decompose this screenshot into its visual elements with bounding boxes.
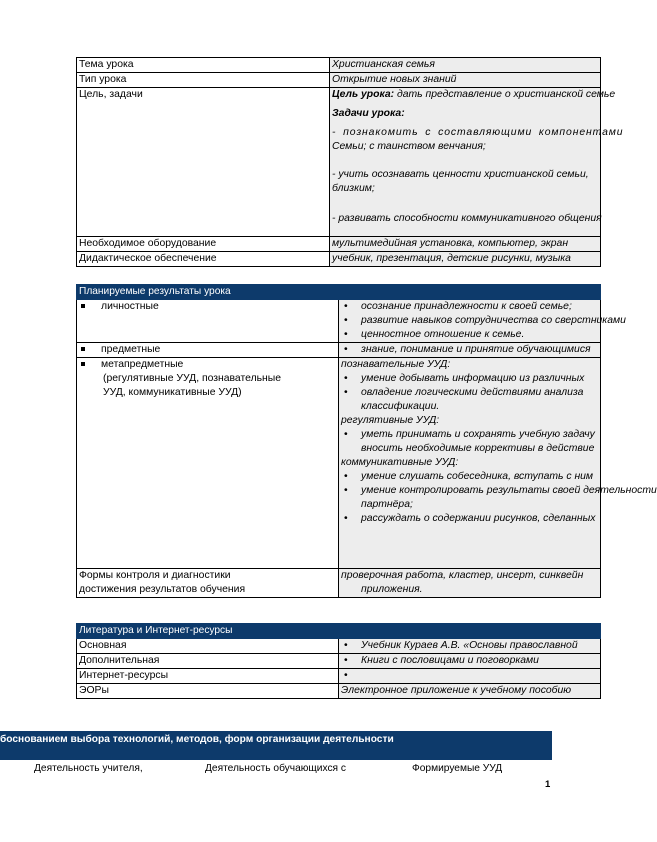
meta-subtitle: познавательные УУД: xyxy=(341,359,451,370)
banner-text: боснованием выбора технологий, методов, форм организации деятельности xyxy=(0,734,394,745)
row-value: Христианская семья xyxy=(330,58,601,73)
table-row xyxy=(77,343,601,358)
list-item: • ценностное отношение к семье. xyxy=(344,329,525,340)
literature-table xyxy=(76,623,601,699)
row-label: Дополнительная xyxy=(77,654,339,669)
row-label: Формы контроля и диагностики достижения результатов обучения xyxy=(77,569,339,598)
row-value: • Книги с пословицами и поговорками xyxy=(339,654,601,669)
personal-list xyxy=(339,300,626,343)
square-bullet-icon xyxy=(81,347,85,351)
results-table xyxy=(76,284,657,598)
lesson-info-table xyxy=(76,57,624,267)
list-item: • рассуждать о содержании рисунков, сделанных xyxy=(344,513,596,524)
row-value: Открытие новых знаний xyxy=(330,73,601,88)
table-row xyxy=(77,58,601,73)
list-item: • умение слушать собеседника, вступать с ним xyxy=(344,471,594,482)
students-column-heading: Деятельность обучающихся с xyxy=(205,763,346,774)
table-row xyxy=(77,358,601,569)
goal-title: Цель урока: xyxy=(332,89,395,100)
table-row xyxy=(77,654,601,669)
table-row xyxy=(77,237,601,252)
row-value: Электронное приложение к учебному пособию xyxy=(339,684,601,699)
list-item: • осознание принадлежности к своей семье; xyxy=(344,301,572,312)
meta-list: познавательные УУД: • умение добывать информацию из различных • овладение логическими действиями анализа классификации. регулятивные УУД: • уметь принимать и сохранять учебную задачу вносить необходимые коррективы в действие коммуникативные УУД: • умение слушать собеседника, вступать с ним • умение контролировать результаты своей деятельности партнёра; • рассуждать о содержании рисунков, сделанных xyxy=(339,358,601,569)
goals-cell xyxy=(330,88,624,237)
literature-header xyxy=(77,624,601,639)
goal-text: дать представление о христианской семье xyxy=(394,89,616,100)
row-value: учебник, презентация, детские рисунки, музыка xyxy=(330,252,601,267)
table-row xyxy=(77,73,601,88)
row-label: Необходимое оборудование xyxy=(77,237,330,252)
subject-list xyxy=(339,343,601,358)
row-label: Дидактическое обеспечение xyxy=(77,252,330,267)
table-row xyxy=(77,669,601,684)
results-header xyxy=(77,285,601,300)
task-line: Семьи; с таинством венчания; xyxy=(332,141,486,152)
row-label: Тип урока xyxy=(77,73,330,88)
row-label: предметные xyxy=(77,343,339,358)
row-value: • xyxy=(339,669,601,684)
section-header: Литература и Интернет-ресурсы xyxy=(77,624,601,639)
teacher-column-heading: Деятельность учителя, xyxy=(34,763,143,774)
table-row xyxy=(77,684,601,699)
row-label: ЭОРы xyxy=(77,684,339,699)
list-item: • овладение логическими действиями анализа xyxy=(344,387,584,398)
task-line: - развивать способности коммуникативного общения xyxy=(332,213,602,224)
row-label: личностные xyxy=(77,300,339,343)
task-line: - учить осознавать ценности христианской семьи, xyxy=(332,169,589,180)
row-label: метапредметные (регулятивные УУД, познавательные УУД, коммуникативные УУД) xyxy=(77,358,339,569)
square-bullet-icon xyxy=(81,362,85,366)
row-label: Интернет-ресурсы xyxy=(77,669,339,684)
row-value: мультимедийная установка, компьютер, экран xyxy=(330,237,601,252)
row-label: Основная xyxy=(77,639,339,654)
tasks-title: Задачи урока: xyxy=(332,108,405,119)
row-value: проверочная работа, кластер, инсерт, синквейн приложения. xyxy=(339,569,601,598)
meta-subtitle: коммуникативные УУД: xyxy=(341,457,459,468)
page-number: 1 xyxy=(545,779,551,790)
goals-row xyxy=(77,88,601,237)
row-value: • Учебник Кураев А.В. «Основы православной xyxy=(339,639,601,654)
list-item: • умение контролировать результаты своей деятельности xyxy=(344,485,657,496)
square-bullet-icon xyxy=(81,304,85,308)
meta-subtitle: регулятивные УУД: xyxy=(341,415,440,426)
list-item: • уметь принимать и сохранять учебную задачу xyxy=(344,429,595,440)
uud-column-heading: Формируемые УУД xyxy=(412,763,503,774)
list-item: • развитие навыков сотрудничества со сверстниками xyxy=(344,315,626,326)
table-row xyxy=(77,569,601,598)
table-row xyxy=(77,300,601,343)
task-line: - познакомить с составляющими компонентами xyxy=(332,127,624,138)
list-item: • умение добывать информацию из различных xyxy=(344,373,585,384)
table-row xyxy=(77,252,601,267)
structure-banner xyxy=(0,731,552,760)
task-line: близким; xyxy=(332,183,375,194)
table-row xyxy=(77,639,601,654)
row-label: Тема урока xyxy=(77,58,330,73)
row-label: Цель, задачи xyxy=(77,88,330,237)
goal-line xyxy=(332,88,616,102)
list-item: • знание, понимание и принятие обучающимися xyxy=(344,344,591,355)
section-header: Планируемые результаты урока xyxy=(77,285,601,300)
